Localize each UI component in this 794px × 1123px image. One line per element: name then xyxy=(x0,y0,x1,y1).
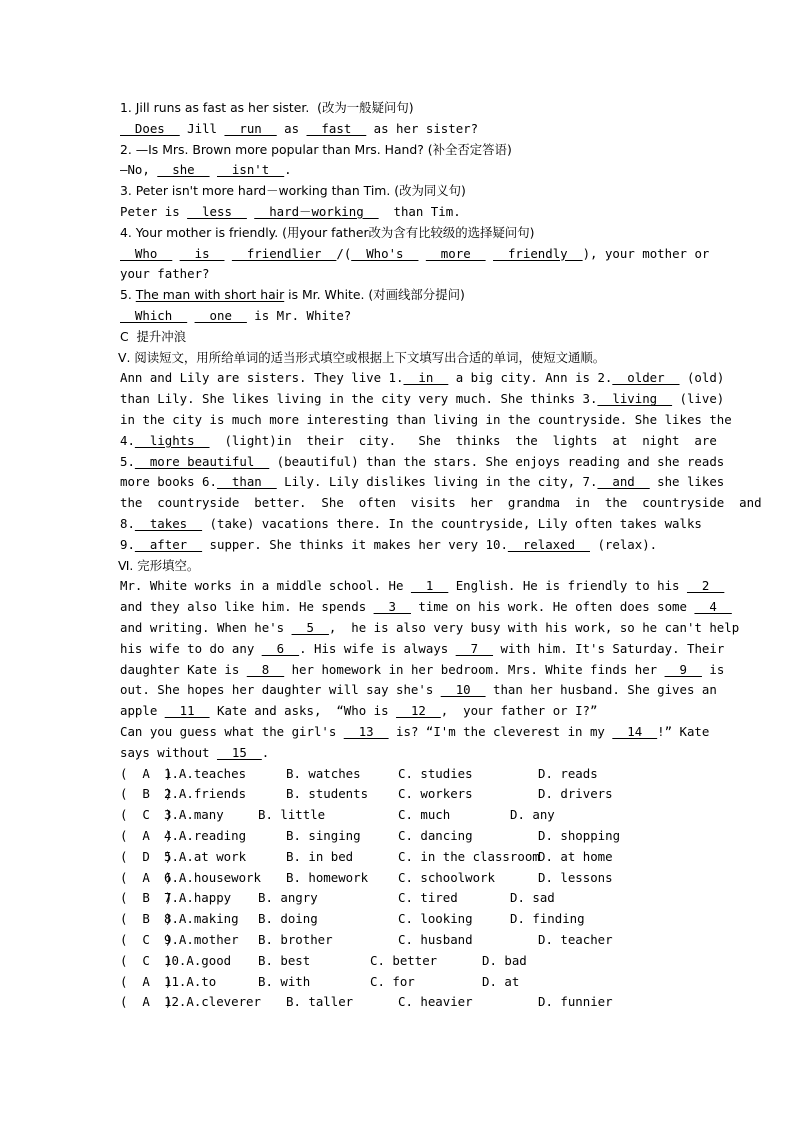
text-run: Kate and asks, “Who is xyxy=(209,703,397,719)
answer-blank: __13__ xyxy=(343,724,389,739)
chosen-answer: ( A ) xyxy=(120,869,173,885)
q2-prompt: 2. —Is Mrs. Brown more popular than Mrs. Hand? (补全否定答语) xyxy=(120,141,512,157)
q1-answer xyxy=(120,119,478,140)
answer-blank: __9__ xyxy=(664,661,702,677)
text-run: English. He is friendly to his xyxy=(448,578,687,594)
option-b: B. taller xyxy=(286,994,354,1010)
option-d: D. at home xyxy=(538,848,613,864)
text-run: and they also like him. He spends xyxy=(120,599,374,615)
text-run: as her sister? xyxy=(366,120,479,136)
text-run: says without xyxy=(120,744,217,760)
answer-row xyxy=(120,847,680,868)
text-run: Peter is xyxy=(120,204,188,219)
answer-blank: __takes__ xyxy=(134,516,203,531)
option-c: C. looking xyxy=(398,911,473,927)
text-run: 9. xyxy=(120,536,135,552)
answer-blank: __15__ xyxy=(216,744,262,760)
chosen-answer: ( D ) xyxy=(120,848,173,864)
text-run: is xyxy=(701,661,725,677)
option-d: D. bad xyxy=(482,952,527,968)
answer-blank: __Who's__ xyxy=(351,245,419,261)
passage-line xyxy=(120,452,724,473)
text-run: ), your mother or xyxy=(582,245,710,261)
q4-answer-line2: your father? xyxy=(120,266,210,282)
answer-blank: __6__ xyxy=(261,640,300,656)
text-run: daughter Kate is xyxy=(120,661,247,677)
answer-row xyxy=(120,992,680,1013)
answer-blank: __older__ xyxy=(612,370,680,386)
answer-row xyxy=(120,805,680,826)
option-a: 6.A.housework xyxy=(164,869,261,885)
q5-rest: is Mr. White. (对画线部分提问) xyxy=(284,287,465,303)
option-d: D. at xyxy=(482,973,520,989)
chosen-answer: ( B ) xyxy=(120,786,173,802)
passage-line xyxy=(120,514,702,535)
text-run: his wife to do any xyxy=(120,640,262,656)
text-run: Ann and Lily are sisters. They live 1. xyxy=(120,370,404,386)
passage-line xyxy=(120,535,657,556)
answer-row xyxy=(120,764,680,785)
chosen-answer: ( A ) xyxy=(120,973,173,989)
option-c: C. for xyxy=(370,973,415,989)
text-run: in the city is much more interesting than living in the countryside. She likes the xyxy=(120,412,732,427)
option-b: B. singing xyxy=(286,828,361,843)
option-c: C. dancing xyxy=(398,828,473,843)
passage-line xyxy=(120,410,732,431)
passage-line xyxy=(120,576,724,597)
chosen-answer: ( B ) xyxy=(120,911,173,927)
q5-answer xyxy=(120,306,351,327)
answer-blank: __after__ xyxy=(134,536,203,552)
option-d: D. lessons xyxy=(538,869,613,885)
text-run: a big city. Ann is 2. xyxy=(448,370,613,386)
option-a: 10.A.good xyxy=(164,952,232,968)
text-run: (light)in their city. She thinks the lights at night are xyxy=(209,432,717,448)
answer-blank: __more__ xyxy=(425,245,486,261)
passage-line xyxy=(120,618,739,639)
text-run: out. She hopes her daughter will say she's xyxy=(120,682,441,698)
text-run: , he is also very busy with his work, so he can't help xyxy=(328,620,740,635)
answer-blank: __she__ xyxy=(157,162,210,178)
text-run: (take) vacations there. In the countryside, Lily often takes walks xyxy=(202,516,702,531)
option-c: C. heavier xyxy=(398,994,473,1010)
passage-line xyxy=(120,660,724,681)
option-d: D. teacher xyxy=(538,932,613,947)
option-d: D. any xyxy=(510,807,555,823)
text-run: supper. She thinks it makes her very 10. xyxy=(202,536,508,552)
option-a: 8.A.making xyxy=(164,911,239,927)
option-a: 3.A.many xyxy=(164,807,224,823)
option-a: 12.A.cleverer xyxy=(164,994,261,1010)
answer-row xyxy=(120,888,680,909)
text-run: . His wife is always xyxy=(299,640,456,656)
answer-blank: __Does__ xyxy=(120,120,180,136)
text-run: than Tim. xyxy=(378,204,461,219)
chosen-answer: ( A ) xyxy=(120,765,173,781)
text-run: the countryside better. She often visits her grandma in the countryside and xyxy=(120,495,762,511)
text-run: Jill xyxy=(179,120,225,136)
answer-blank: __Who__ xyxy=(120,245,173,261)
text-run: /( xyxy=(336,245,352,261)
option-b: B. watches xyxy=(286,765,361,781)
option-b: B. angry xyxy=(258,890,318,906)
chosen-answer: ( A ) xyxy=(120,828,173,843)
answer-blank: __less__ xyxy=(187,204,247,219)
answer-blank: __run__ xyxy=(224,120,277,136)
q1-prompt: 1. Jill runs as fast as her sister. (改为一般疑问句) xyxy=(120,100,414,115)
answer-blank: __more beautiful__ xyxy=(134,453,270,469)
answer-blank: __12__ xyxy=(396,703,441,719)
passage-line xyxy=(120,368,724,389)
answer-blank: __4__ xyxy=(694,599,732,615)
q4-answer-line1 xyxy=(120,244,709,265)
answer-row xyxy=(120,826,680,847)
answer-row xyxy=(120,784,680,805)
answer-blank: __friendlier__ xyxy=(231,245,337,261)
option-c: C. studies xyxy=(398,765,473,781)
chosen-answer: ( A ) xyxy=(120,994,173,1010)
answer-blank: __14__ xyxy=(612,724,658,739)
text-run: is Mr. White? xyxy=(246,308,352,323)
option-a: 7.A.happy xyxy=(164,890,232,906)
answer-row xyxy=(120,951,680,972)
option-a: 9.A.mother xyxy=(164,932,239,947)
answer-blank: __is__ xyxy=(179,245,225,261)
option-a: 1.A.teaches xyxy=(164,765,247,781)
answer-row xyxy=(120,909,680,930)
option-c: C. husband xyxy=(398,932,473,947)
answer-blank: __friendly__ xyxy=(493,245,583,261)
text-run: is? “I'm the cleverest in my xyxy=(388,724,613,739)
text-run xyxy=(172,246,179,261)
passage-line xyxy=(120,701,597,722)
text-run: she likes xyxy=(649,474,725,490)
answer-blank: __10__ xyxy=(440,682,486,698)
answer-blank: __1__ xyxy=(410,578,449,594)
text-run: , your father or I?” xyxy=(440,703,598,719)
option-d: D. shopping xyxy=(538,828,621,843)
text-run xyxy=(486,246,493,261)
option-a: 11.A.to xyxy=(164,973,217,989)
passage-line xyxy=(120,389,724,410)
text-run: . xyxy=(284,162,292,178)
chosen-answer: ( C ) xyxy=(120,932,173,947)
q3-prompt: 3. Peter isn't more hard－working than Tim. (改为同义句) xyxy=(120,183,466,199)
passage-line xyxy=(120,472,724,493)
q3-answer xyxy=(120,202,461,223)
text-run: 8. xyxy=(120,516,135,531)
part5-heading: Ⅴ. 阅读短文，用所给单词的适当形式填空或根据上下文填写出合适的单词，使短文通顺。 xyxy=(118,349,606,365)
passage-line xyxy=(120,493,762,514)
answer-blank: __7__ xyxy=(455,640,494,656)
text-run: 4. xyxy=(120,432,135,448)
option-d: D. reads xyxy=(538,765,598,781)
answer-blank: __11__ xyxy=(164,703,210,719)
text-run xyxy=(224,246,231,261)
text-run: !” Kate xyxy=(657,724,710,739)
q5-underlined-phrase: The man with short hair xyxy=(135,287,285,303)
answer-blank: __than__ xyxy=(216,474,277,490)
option-d: D. drivers xyxy=(538,786,613,802)
option-c: C. tired xyxy=(398,890,458,906)
passage-line xyxy=(120,639,724,660)
text-run: apple xyxy=(120,703,165,719)
option-d: D. funnier xyxy=(538,994,613,1010)
option-d: D. finding xyxy=(510,911,585,927)
option-b: B. in bed xyxy=(286,848,354,864)
text-run: as xyxy=(276,120,307,136)
passage-line xyxy=(120,680,717,701)
text-run: 5. xyxy=(120,453,135,469)
option-b: B. brother xyxy=(258,932,333,947)
answer-row xyxy=(120,930,680,951)
option-d: D. sad xyxy=(510,890,555,906)
option-b: B. homework xyxy=(286,869,369,885)
chosen-answer: ( C ) xyxy=(120,952,173,968)
text-run: Lily. Lily dislikes living in the city, 7. xyxy=(276,474,598,490)
text-run: her homework in her bedroom. Mrs. White finds her xyxy=(284,661,665,677)
answer-blank: __5__ xyxy=(291,620,329,635)
text-run: and writing. When he's xyxy=(120,620,292,635)
option-c: C. schoolwork xyxy=(398,869,495,885)
part6-heading: Ⅵ. 完形填空。 xyxy=(118,557,200,573)
option-a: 4.A.reading xyxy=(164,828,247,843)
answer-blank: __3__ xyxy=(373,599,411,615)
passage-line xyxy=(120,722,709,743)
text-run xyxy=(210,162,217,177)
answer-blank: __and__ xyxy=(597,474,650,490)
q2-answer xyxy=(120,160,292,181)
text-run: more books 6. xyxy=(120,474,217,490)
option-b: B. students xyxy=(286,786,369,802)
text-run: than Lily. She likes living in the city very much. She thinks 3. xyxy=(120,391,598,407)
passage-line xyxy=(120,743,269,764)
option-b: B. little xyxy=(258,807,326,823)
answer-blank: __isn't__ xyxy=(217,162,285,178)
option-c: C. better xyxy=(370,952,438,968)
text-run xyxy=(187,308,194,323)
section-c-heading: C 提升冲浪 xyxy=(120,328,187,344)
option-a: 5.A.at work xyxy=(164,848,247,864)
text-run: (old) xyxy=(679,370,725,386)
text-run: . xyxy=(261,744,270,760)
q5-prompt xyxy=(120,285,465,306)
answer-blank: __8__ xyxy=(246,661,285,677)
option-c: C. much xyxy=(398,807,451,823)
text-run: time on his work. He often does some xyxy=(410,599,695,615)
answer-blank: __in__ xyxy=(403,370,449,386)
text-run: (beautiful) than the stars. She enjoys reading and she reads xyxy=(269,453,725,469)
option-c: C. in the classroom xyxy=(398,848,540,864)
answer-blank: __hard－working__ xyxy=(254,204,379,219)
text-run: Mr. White works in a middle school. He xyxy=(120,578,411,594)
answer-blank: __one__ xyxy=(194,308,247,323)
passage-line xyxy=(120,597,732,618)
answer-row xyxy=(120,868,680,889)
option-a: 2.A.friends xyxy=(164,786,247,802)
text-run: with him. It's Saturday. Their xyxy=(493,640,725,656)
answer-blank: __fast__ xyxy=(306,120,367,136)
option-b: B. doing xyxy=(258,911,318,927)
chosen-answer: ( B ) xyxy=(120,890,173,906)
q5-number: 5. xyxy=(120,287,136,303)
option-b: B. best xyxy=(258,952,311,968)
answer-blank: __living__ xyxy=(597,391,673,407)
text-run: than her husband. She gives an xyxy=(485,682,717,698)
q4-prompt: 4. Your mother is friendly. (用your father改为含有比较级的选择疑问句) xyxy=(120,224,535,240)
answer-blank: __relaxed__ xyxy=(507,536,590,552)
text-run xyxy=(418,246,425,261)
passage-line xyxy=(120,431,717,452)
answer-blank: __2__ xyxy=(686,578,725,594)
option-c: C. workers xyxy=(398,786,473,802)
text-run: —No, xyxy=(120,162,158,178)
option-b: B. with xyxy=(258,973,311,989)
answer-blank: __Which__ xyxy=(120,308,188,323)
text-run: (live) xyxy=(672,391,725,407)
text-run: (relax). xyxy=(589,536,658,552)
answer-row xyxy=(120,972,680,993)
text-run: Can you guess what the girl's xyxy=(120,724,344,739)
chosen-answer: ( C ) xyxy=(120,807,173,823)
answer-blank: __lights__ xyxy=(134,432,210,448)
